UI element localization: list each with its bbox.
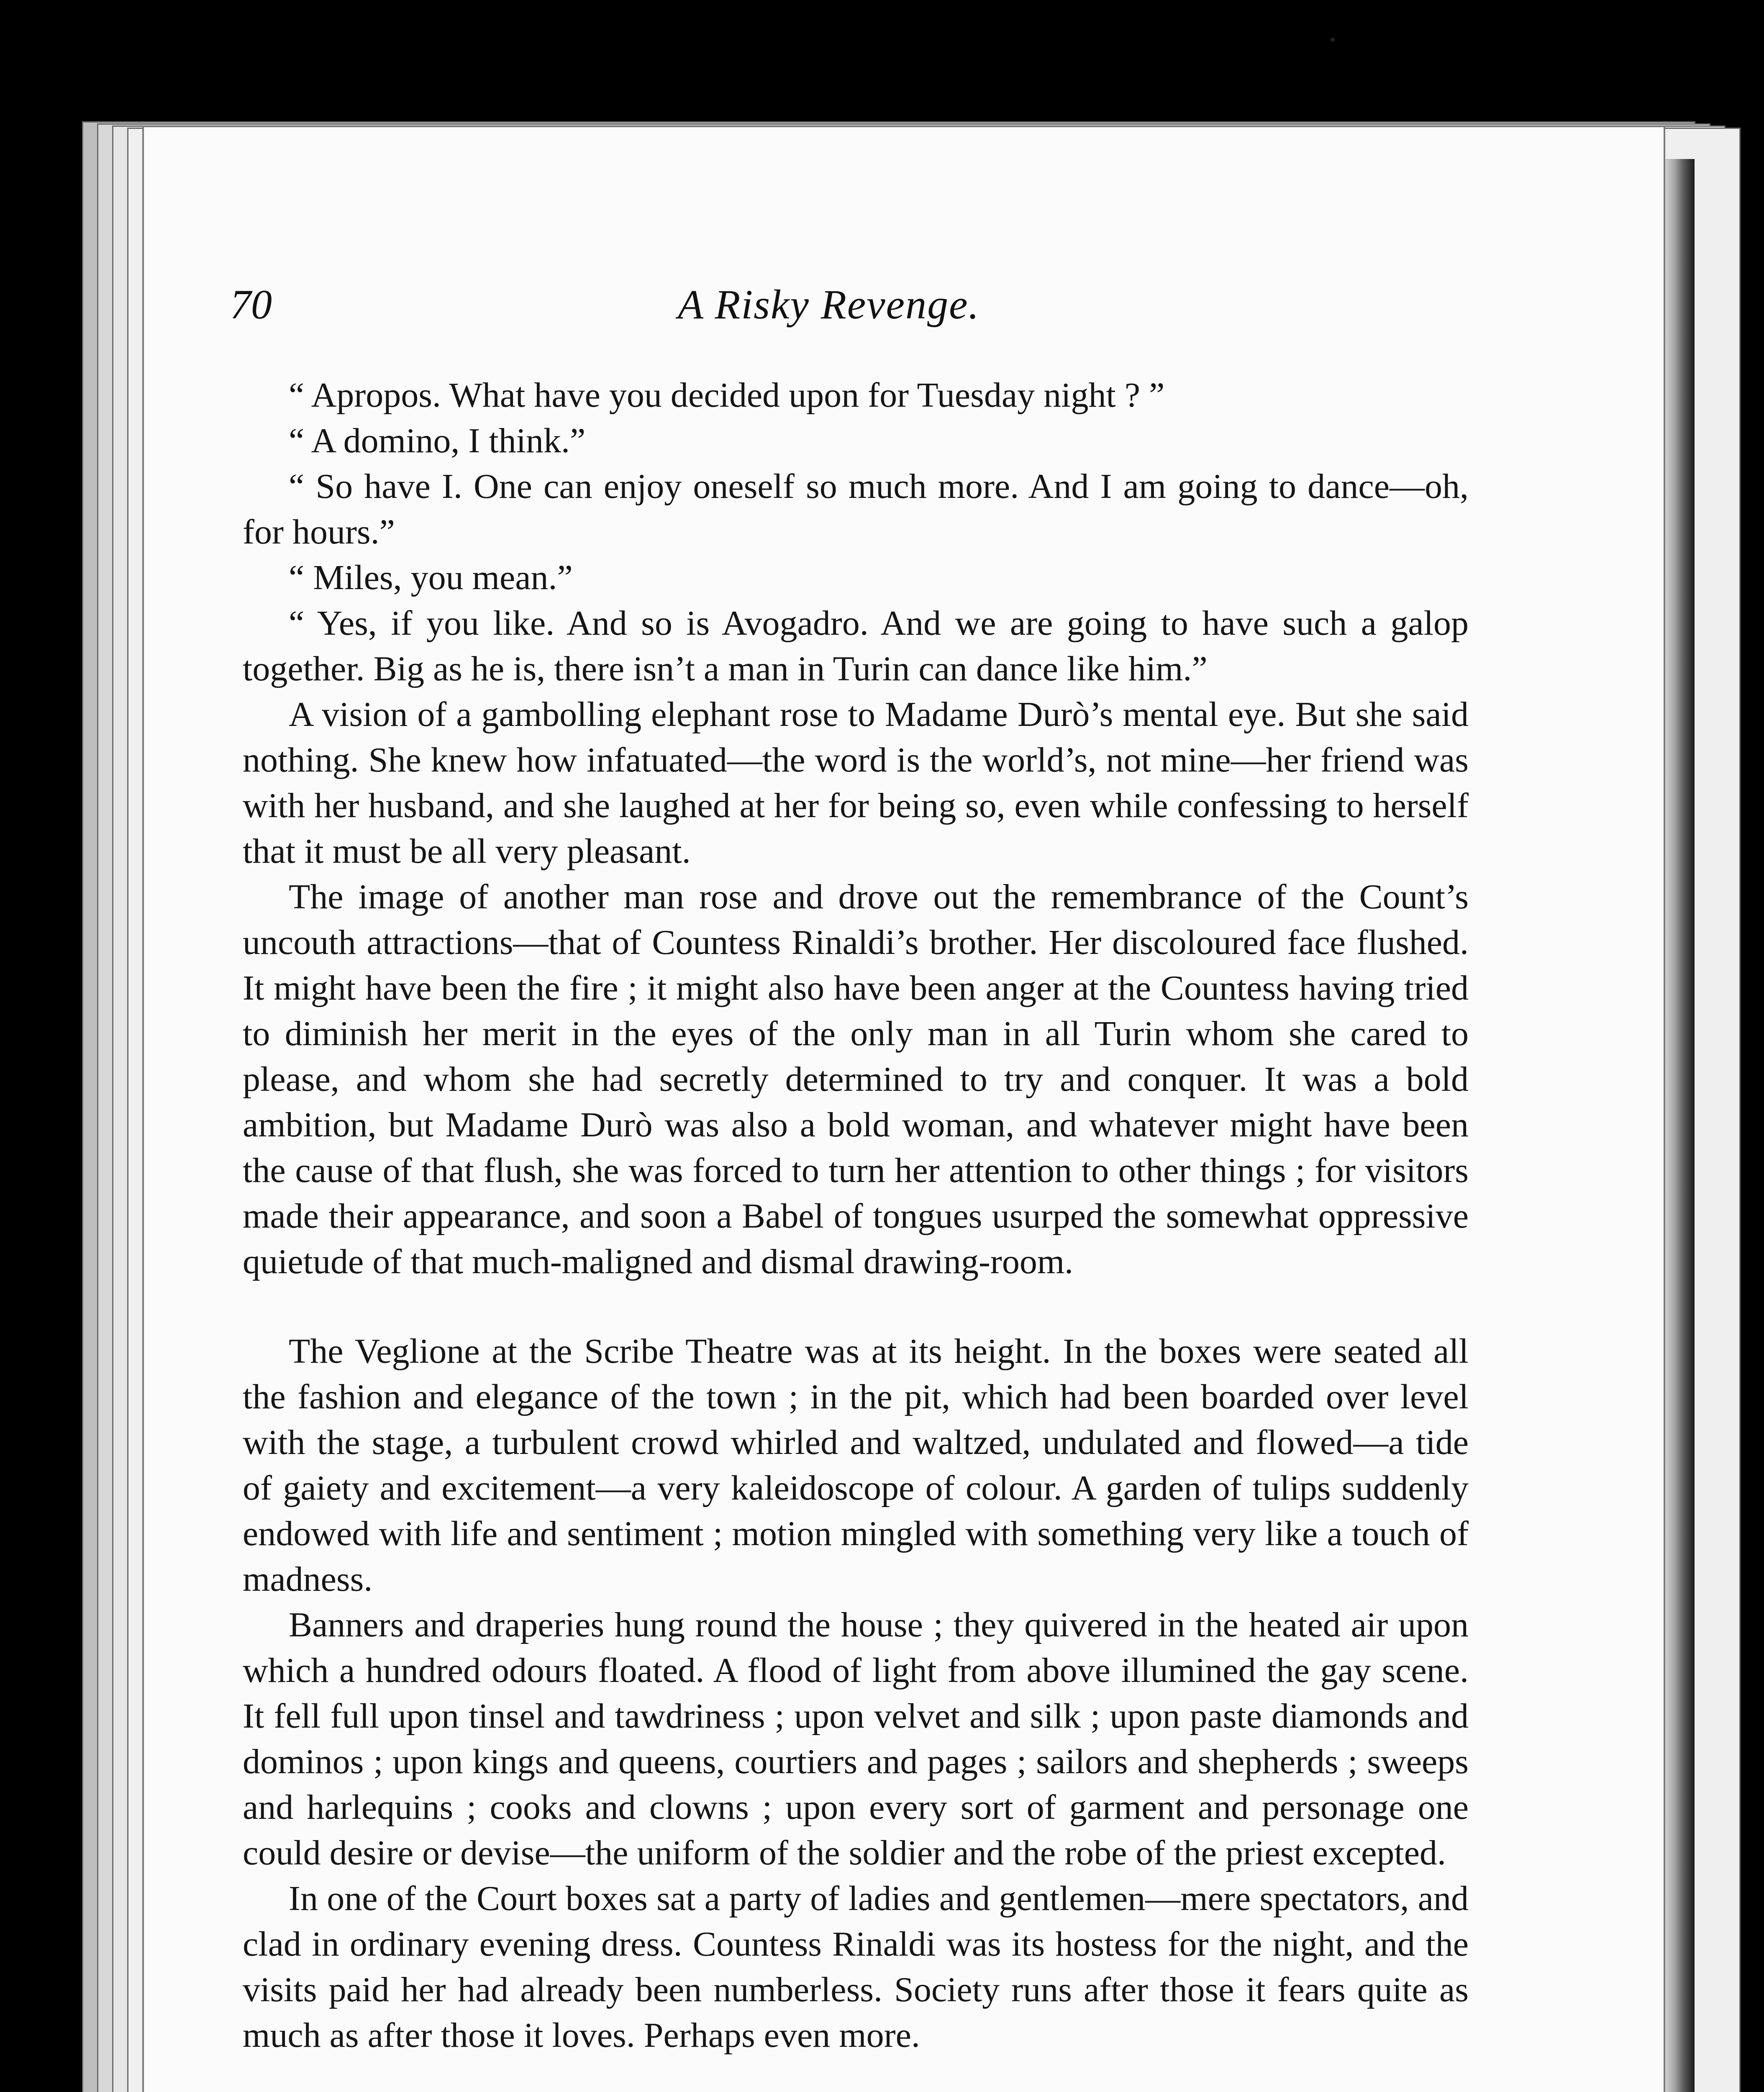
paragraph: “ Miles, you mean.” xyxy=(289,558,573,597)
paragraph: “ A domino, I think.” xyxy=(289,421,586,460)
running-title: A Risky Revenge. xyxy=(678,281,980,328)
paragraph: The image of another man rose and drove out the remembrance of the Count’s uncouth attractions—that of Countess Rinaldi’s brother. Her discoloured face flushed. It might have been the fire ; it might also have been anger at the Countess having tried to diminish her merit in the eyes of the only man in all Turin whom she cared to please, and whom she had secretly determined to try and conquer. It was a bold ambition, but Madame Durò was also a bold woman, and whatever might have been the cause of that flush, she was forced to turn her attention to other things ; for visitors made their appearance, and soon a Babel of tongues usurped the somewhat oppressive quietude of that much-maligned and dismal drawing-room. xyxy=(243,877,1469,1281)
paragraph: In one of the Court boxes sat a party of ladies and gentlemen—mere spectators, and clad in ordinary evening dress. Countess Rinaldi was its hostess for the night, and the visits paid her had already been numberless. Society runs after those it fears quite as much as after those it loves. Perhaps even more. xyxy=(243,1879,1469,2055)
page-number: 70 xyxy=(230,281,272,328)
paragraph: The Veglione at the Scribe Theatre was at its height. In the boxes were seated all the fashion and elegance of the town ; in the pit, which had been boarded over level with the stage, a turbulent crowd whirled and waltzed, undulated and flowed—a tide of gaiety and excitement—a very kaleidoscope of colour. A garden of tulips suddenly endowed with life and sentiment ; motion mingled with something very like a touch of madness. xyxy=(243,1332,1469,1599)
body-text xyxy=(243,372,1469,2058)
paragraph: “ So have I. One can enjoy oneself so much more. And I am going to dance—oh, for hours.” xyxy=(243,467,1469,551)
paragraph: “ Yes, if you like. And so is Avogadro. And we are going to have such a galop together. Big as he is, there isn’t a man in Turin can dance like him.” xyxy=(243,604,1469,688)
paragraph: Banners and draperies hung round the house ; they quivered in the heated air upon which a hundred odours floated. A flood of light from above illumined the gay scene. It fell full upon tinsel and tawdriness ; upon velvet and silk ; upon paste diamonds and dominos ; upon kings and queens, courtiers and pages ; sailors and shepherds ; sweeps and harlequins ; cooks and clowns ; upon every sort of garment and personage one could desire or devise—the uniform of the soldier and the robe of the priest excepted. xyxy=(243,1605,1469,1872)
page-header xyxy=(230,280,1485,339)
paragraph: A vision of a gambolling elephant rose to Madame Durò’s mental eye. But she said nothing. She knew how infatuated—the word is the world’s, not mine—her friend was with her husband, and she laughed at her for being so, even while confessing to herself that it must be all very pleasant. xyxy=(243,695,1469,871)
paragraph: “ Apropos. What have you decided upon for Tuesday night ? ” xyxy=(289,376,1165,415)
speck xyxy=(1331,38,1335,42)
